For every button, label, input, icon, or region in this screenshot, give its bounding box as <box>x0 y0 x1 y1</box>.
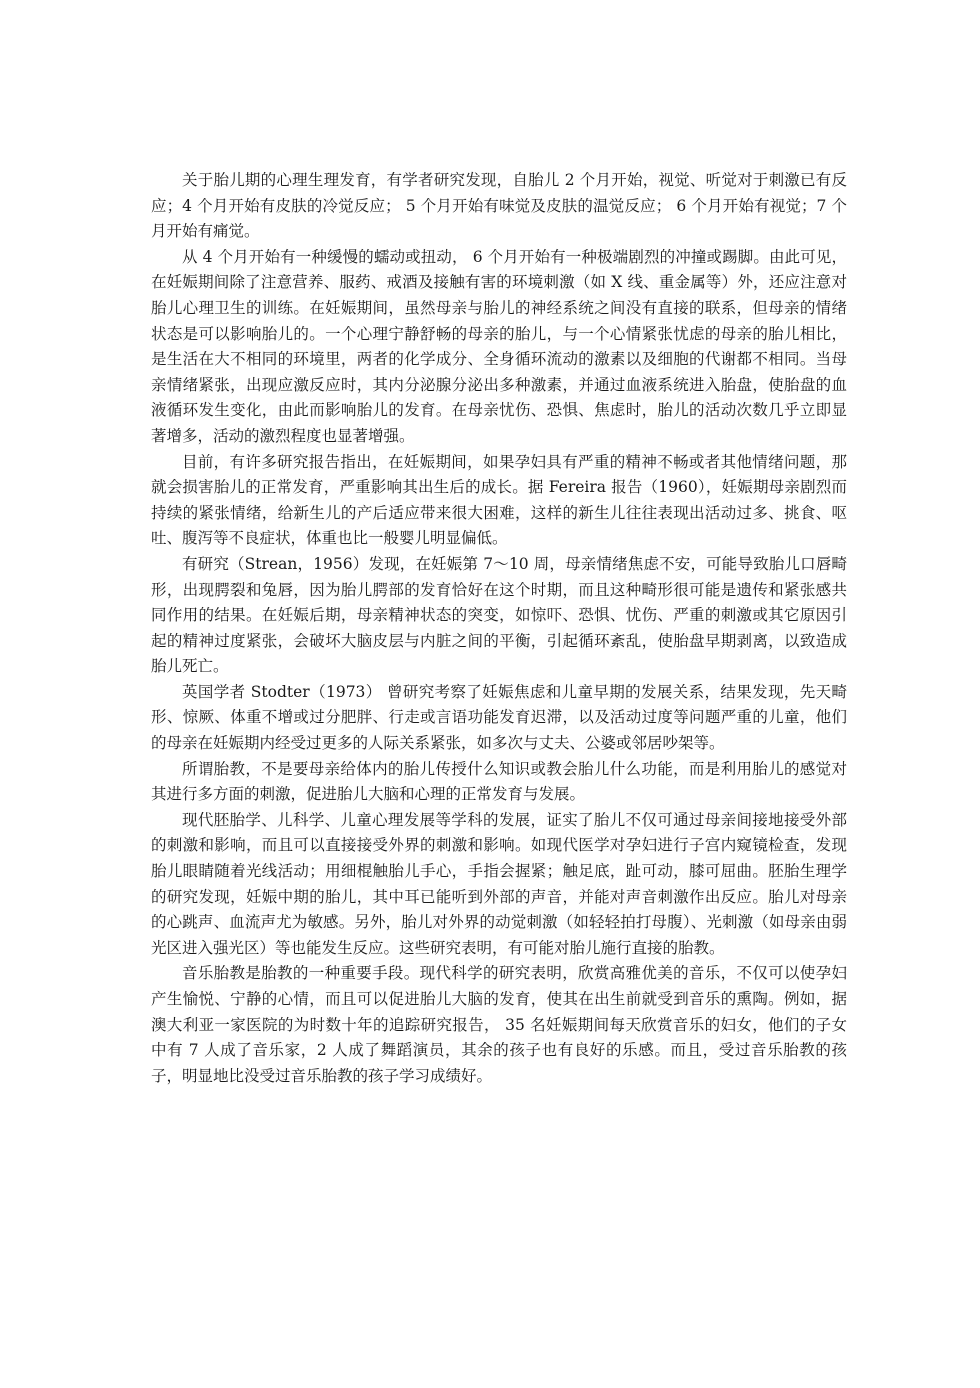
paragraph-modern-embryology: 现代胚胎学、儿科学、儿童心理发展等学科的发展，证实了胎儿不仅可通过母亲间接地接受外部的刺激和影响，而且可以直接接受外界的刺激和影响。如现代医学对孕妇进行子宫内窥镜检查，发现胎儿眼睛随着光线活动；用细棍触胎儿手心，手指会握紧；触足底，趾可动，膝可屈曲。胚胎生理学的研究发现，妊娠中期的胎儿，其中耳已能听到外部的声音，并能对声音刺激作出反应。胎儿对母亲的心跳声、血流声尤为敏感。另外，胎儿对外界的动觉刺激（如轻轻拍打母腹）、光刺激（如母亲由弱光区进入强光区）等也能发生反应。这些研究表明，有可能对胎儿施行直接的胎教。 <box>151 810 847 957</box>
body-text <box>151 168 847 1089</box>
paragraph-stodter-study: 英国学者 Stodter（1973） 曾研究考察了妊娠焦虑和儿童早期的发展关系，结果发现，先天畸形、惊厥、体重不增或过分肥胖、行走或言语功能发育迟滞，以及活动过度等问题严重的儿童，他们的母亲在妊娠期内经受过更多的人际关系紧张，如多次与丈夫、公婆或邻居吵架等。 <box>151 682 847 753</box>
paragraph-maternal-emotion: 从 4 个月开始有一种缓慢的蠕动或扭动， 6 个月开始有一种极端剧烈的冲撞或踢脚。由此可见，在妊娠期间除了注意营养、服药、戒酒及接触有害的环境刺激（如 X 线、重金属等）外，还应注意对胎儿心理卫生的训练。在妊娠期间，虽然母亲与胎儿的神经系统之间没有直接的联系，但母亲的情绪状态是可以影响胎儿的。一个心理宁静舒畅的母亲的胎儿，与一个心情紧张忧虑的母亲的胎儿相比，是生活在大不相同的环境里，两者的化学成分、全身循环流动的激素以及细胞的代谢都不相同。当母亲情绪紧张，出现应激反应时，其内分泌腺分泌出多种激素，并通过血液系统进入胎盘，使胎盘的血液循环发生变化，由此而影响胎儿的发育。在母亲忧伤、恐惧、焦虑时，胎儿的活动次数几乎立即显著增多，活动的激烈程度也显著增强。 <box>151 247 847 445</box>
paragraph-research-reports: 目前，有许多研究报告指出，在妊娠期间，如果孕妇具有严重的精神不畅或者其他情绪问题，那就会损害胎儿的正常发育，严重影响其出生后的成长。据 Fereira 报告（1960），妊娠期母亲剧烈而持续的紧张情绪，给新生儿的产后适应带来很大困难，这样的新生儿往往表现出活动过多、挑食、呕吐、腹泻等不良症状，体重也比一般婴儿明显偏低。 <box>151 452 847 548</box>
paragraph-sensory-development: 关于胎儿期的心理生理发育，有学者研究发现，自胎儿 2 个月开始，视觉、听觉对于刺激已有反应；4 个月开始有皮肤的冷觉反应； 5 个月开始有味觉及皮肤的温觉反应； 6 个月开始有视觉；7 个月开始有痛觉。 <box>151 171 847 241</box>
paragraph-music-education: 音乐胎教是胎教的一种重要手段。现代科学的研究表明，欣赏高雅优美的音乐，不仅可以使孕妇产生愉悦、宁静的心情，而且可以促进胎儿大脑的发育，使其在出生前就受到音乐的熏陶。例如，据澳大利亚一家医院的为时数十年的追踪研究报告， 35 名妊娠期间每天欣赏音乐的妇女，他们的子女中有 7 人成了音乐家，2 人成了舞蹈演员，其余的孩子也有良好的乐感。而且，受过音乐胎教的孩子，明显地比没受过音乐胎教的孩子学习成绩好。 <box>151 964 847 1085</box>
paragraph-prenatal-education-definition: 所谓胎教，不是要母亲给体内的胎儿传授什么知识或教会胎儿什么功能，而是利用胎儿的感觉对其进行多方面的刺激，促进胎儿大脑和心理的正常发育与发展。 <box>151 759 847 804</box>
paragraph-strean-study: 有研究（Strean，1956）发现，在妊娠第 7～10 周，母亲情绪焦虑不安，可能导致胎儿口唇畸形，出现腭裂和兔唇，因为胎儿腭部的发育恰好在这个时期，而且这种畸形很可能是遗传和紧张感共同作用的结果。在妊娠后期，母亲精神状态的突变，如惊吓、恐惧、忧伤、严重的刺激或其它原因引起的精神过度紧张，会破坏大脑皮层与内脏之间的平衡，引起循环紊乱，使胎盘早期剥离，以致造成胎儿死亡。 <box>151 554 847 676</box>
